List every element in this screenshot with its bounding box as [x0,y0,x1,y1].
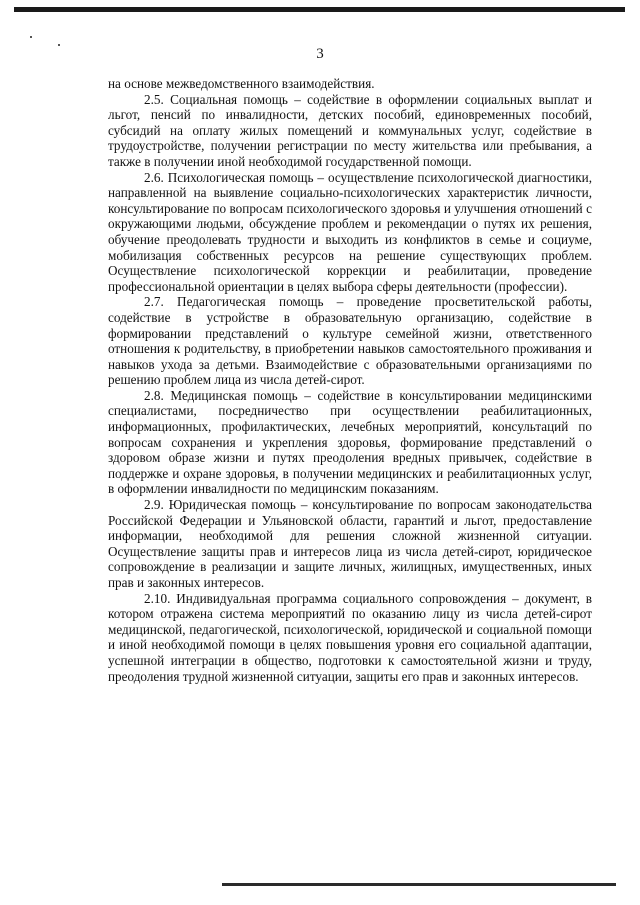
scan-speck [30,36,32,38]
paragraph-2-6-psychological-help: 2.6. Психологическая помощь – осуществление психологической диагностики, направленной на выявление социально-психологических характеристик личности, консультирование по вопросам психологического здоровья и улучшения отношений с окружающими людьми, обсуждение проблем и рекомендации о путях их решения, обучение преодолевать трудности и выходить из конфликтов в семье и социуме, мобилизация собственных ресурсов на решение существующих проблем. Осуществление психологической коррекции и реабилитации, проведение профессиональной ориентации в целях выбора сферы деятельности (профессии). [108,169,592,294]
scan-border-top [14,7,625,12]
paragraph-2-5-social-help: 2.5. Социальная помощь – содействие в оформлении социальных выплат и льгот, пенсий по инвалидности, детских пособий, единовременных пособий, субсидий на оплату жилых помещений и коммунальных услуг, содействие в трудоустройстве, получении регистрации по месту жительства или пребывания, а также в получении иной необходимой государственной помощи. [108,91,592,169]
page-number: 3 [316,46,324,62]
paragraph-2-7-pedagogical-help: 2.7. Педагогическая помощь – проведение просветительской работы, содействие в устройстве в образовательную организацию, содействие в формировании представлений о культуре семейной жизни, ответственного отношения к родительству, в приобретении навыков самостоятельного проживания и навыков ухода за детьми. Взаимодействие с образовательными организациями по решению проблем лица из числа детей-сирот. [108,294,592,388]
paragraph-2-10-individual-program: 2.10. Индивидуальная программа социального сопровождения – документ, в котором отражена система мероприятий по оказанию лицу из числа детей-сирот медицинской, педагогической, психологической, юридической и социальной помощи и иной необходимой помощи в целях повышения уровня его социальной адаптации, успешной интеграции в общество, подготовки к самостоятельной жизни и труду, преодоления трудной жизненной ситуации, защиты его прав и законных интересов. [108,590,592,684]
paragraph-2-9-legal-help: 2.9. Юридическая помощь – консультирование по вопросам законодательства Российской Федерации и Ульяновской области, гарантий и льгот, предоставление информации, необходимой для решения сложной жизненной ситуации. Осуществление защиты прав и интересов лица из числа детей-сирот, юридическое сопровождение в реализации и защите личных, жилищных, имущественных, иных прав и законных интересов. [108,497,592,590]
paragraph-continuation: на основе межведомственного взаимодействия. [108,76,375,91]
paragraph-2-8-medical-help: 2.8. Медицинская помощь – содействие в консультировании медицинскими специалистами, посредничество при осуществлении реабилитационных, информационных, профилактических, лечебных мероприятий, консультаций по вопросам сохранения и укрепления здоровья, формирование представлений о здоровом образе жизни и путях преодоления вредных привычек, содействие в поддержке и охране здоровья, в получении медицинских и реабилитационных услуг, в оформлении инвалидности по медицинским показаниям. [108,387,592,497]
document-body [108,76,592,684]
scan-border-bottom [222,883,616,886]
